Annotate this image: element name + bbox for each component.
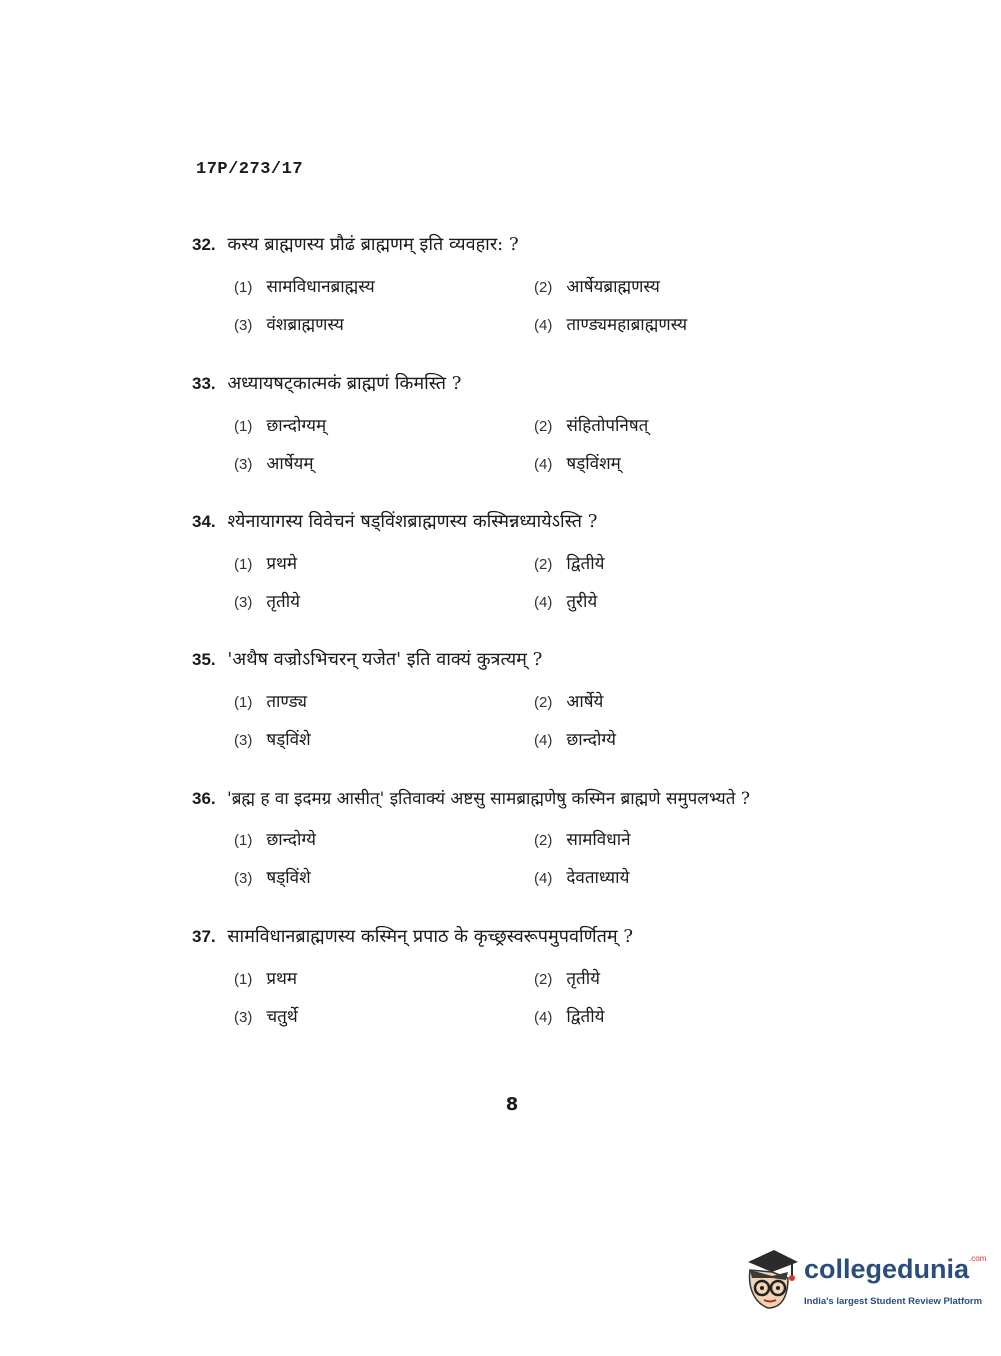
question-32 bbox=[192, 232, 872, 350]
option-2: (2) संहितोपनिषत् bbox=[534, 416, 649, 436]
option-4: (4) देवताध्याये bbox=[534, 868, 630, 888]
option-3: (3) षड्विंशे bbox=[234, 730, 311, 750]
option-4: (4) द्वितीये bbox=[534, 1007, 605, 1027]
option-1: (1) सामविधानब्राह्मस्य bbox=[234, 277, 375, 297]
question-number: 36. bbox=[192, 789, 216, 808]
logo-wordmark: collegedunia$^{.com}$ bbox=[804, 1254, 987, 1284]
option-1: (1) प्रथमे bbox=[234, 554, 298, 574]
option-row bbox=[192, 451, 872, 489]
option-row bbox=[192, 312, 872, 350]
mascot-icon bbox=[742, 1248, 800, 1312]
option-3: (3) तृतीये bbox=[234, 592, 300, 612]
question-stem bbox=[192, 509, 872, 533]
page-number: 8 bbox=[505, 1094, 519, 1115]
question-number: 34. bbox=[192, 512, 216, 531]
collegedunia-logo bbox=[742, 1248, 987, 1318]
logo-tagline: India's largest Student Review Platform bbox=[804, 1296, 983, 1307]
question-text: श्येनायागस्य विवेचनं षड्विंशब्राह्मणस्य कस्मिन्नध्यायेऽस्ति ? bbox=[227, 511, 598, 532]
option-3: (3) चतुर्थे bbox=[234, 1007, 298, 1027]
question-stem bbox=[192, 786, 872, 809]
option-row bbox=[192, 827, 872, 865]
option-row bbox=[192, 865, 872, 903]
question-text: कस्य ब्राह्मणस्य प्रौढं ब्राह्मणम् इति व्यवहार: ? bbox=[227, 234, 519, 255]
question-35 bbox=[192, 647, 872, 765]
option-2: (2) तृतीये bbox=[534, 969, 600, 989]
option-row bbox=[192, 274, 872, 312]
option-row bbox=[192, 589, 872, 627]
question-stem bbox=[192, 647, 872, 671]
option-1: (1) छान्दोग्ये bbox=[234, 830, 316, 850]
question-text: 'अथैष वज्रोऽभिचरन् यजेत' इति वाक्यं कुत्रत्यम् ? bbox=[227, 649, 543, 670]
question-text: सामविधानब्राह्मणस्य कस्मिन् प्रपाठ के कृच्छ्रस्वरूपमुपवर्णितम् ? bbox=[227, 926, 634, 947]
option-2: (2) सामविधाने bbox=[534, 830, 631, 850]
question-34 bbox=[192, 509, 872, 627]
option-3: (3) आर्षेयम् bbox=[234, 454, 314, 474]
paper-code: 17P/273/17 bbox=[196, 160, 304, 179]
option-1: (1) ताण्ड्य bbox=[234, 692, 307, 712]
question-text: अध्यायषट्कात्मकं ब्राह्मणं किमस्ति ? bbox=[227, 373, 462, 394]
logo-domain-suffix: .com bbox=[969, 1254, 987, 1263]
option-2: (2) द्वितीये bbox=[534, 554, 605, 574]
question-36 bbox=[192, 786, 872, 903]
option-row bbox=[192, 689, 872, 727]
option-4: (4) षड्विंशम् bbox=[534, 454, 621, 474]
question-number: 35. bbox=[192, 650, 216, 669]
question-number: 37. bbox=[192, 927, 216, 946]
question-stem bbox=[192, 232, 872, 256]
option-row bbox=[192, 551, 872, 589]
option-1: (1) छान्दोग्यम् bbox=[234, 416, 327, 436]
option-row bbox=[192, 727, 872, 765]
option-row bbox=[192, 1004, 872, 1042]
question-stem bbox=[192, 371, 872, 395]
question-number: 32. bbox=[192, 235, 216, 254]
option-row bbox=[192, 966, 872, 1004]
question-number: 33. bbox=[192, 374, 216, 393]
option-1: (1) प्रथम bbox=[234, 969, 298, 989]
option-4: (4) तुरीये bbox=[534, 592, 598, 612]
option-3: (3) वंशब्राह्मणस्य bbox=[234, 315, 344, 335]
question-text: 'ब्रह्म ह वा इदमग्र आसीत्' इतिवाक्यं अष्टसु सामब्राह्मणेषु कस्मिन ब्राह्मणे समुपलभ्यते ? bbox=[227, 789, 750, 809]
question-37 bbox=[192, 924, 872, 1042]
option-4: (4) छान्दोग्ये bbox=[534, 730, 616, 750]
question-stem bbox=[192, 924, 872, 948]
option-2: (2) आर्षेयब्राह्मणस्य bbox=[534, 277, 660, 297]
option-3: (3) षड्विंशे bbox=[234, 868, 311, 888]
question-33 bbox=[192, 371, 872, 489]
option-4: (4) ताण्ड्यमहाब्राह्मणस्य bbox=[534, 315, 688, 335]
option-row bbox=[192, 413, 872, 451]
option-2: (2) आर्षेये bbox=[534, 692, 604, 712]
